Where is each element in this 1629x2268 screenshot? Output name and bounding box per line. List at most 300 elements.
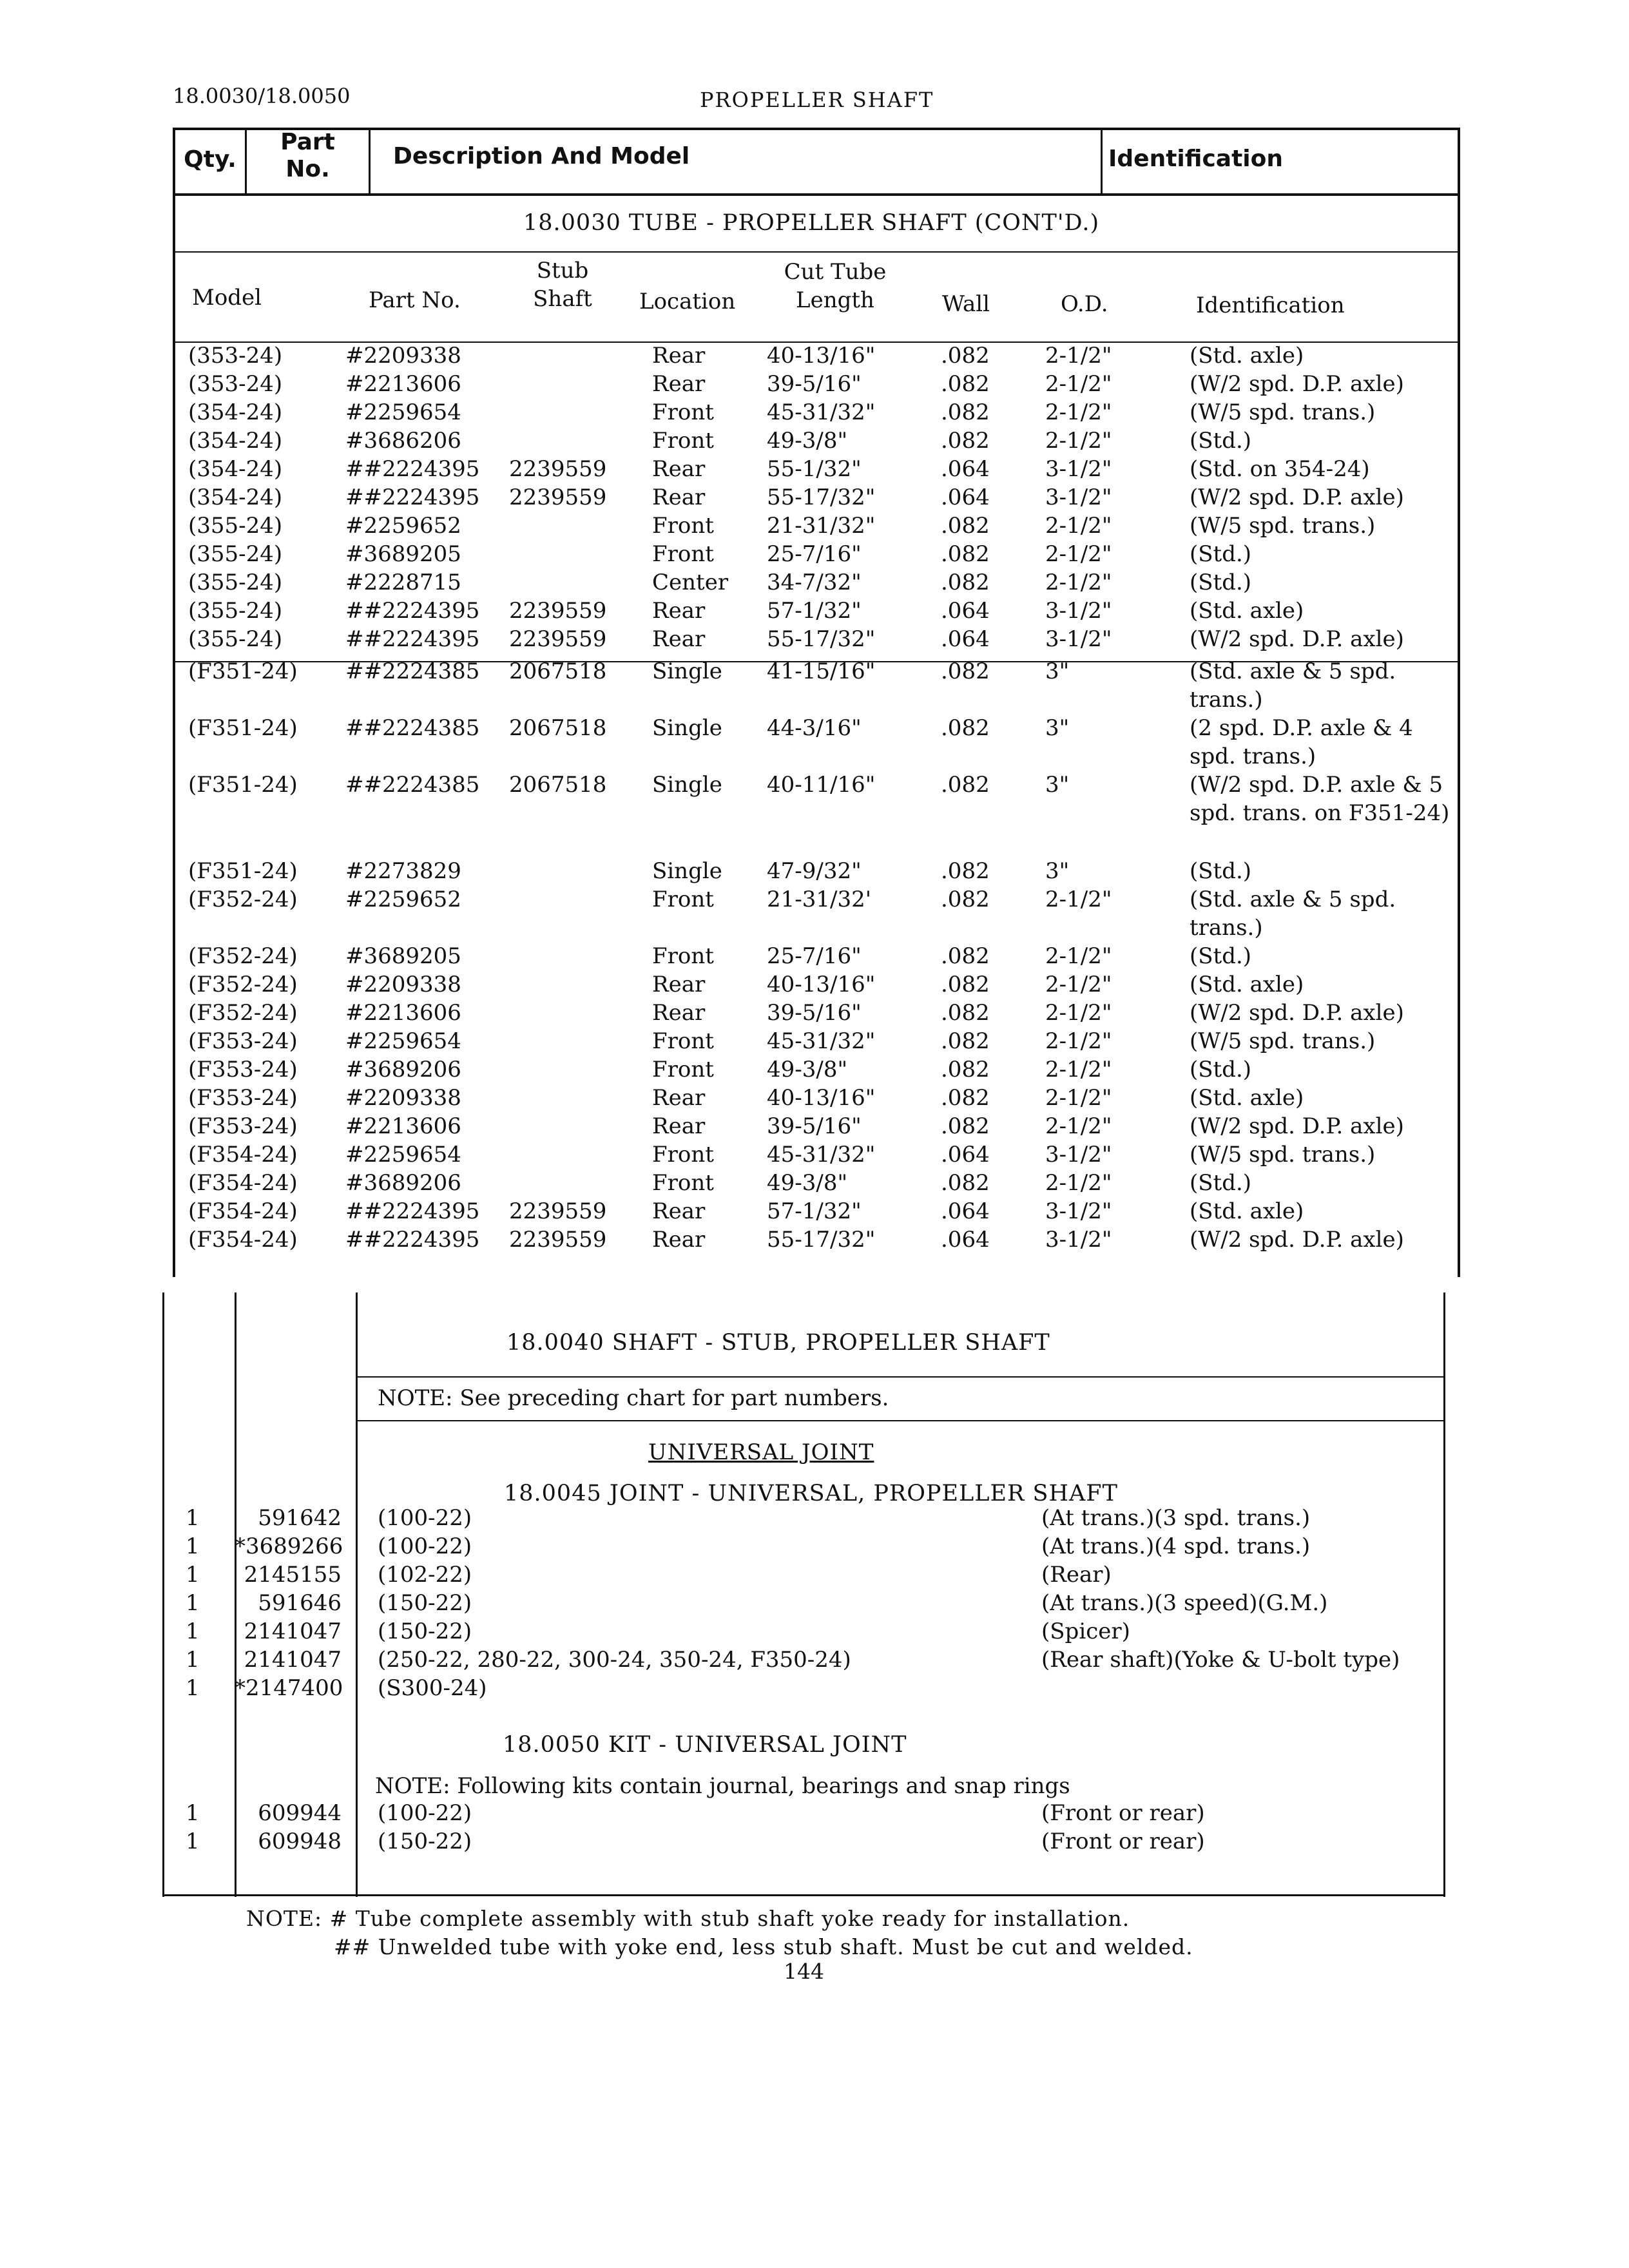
tube-row xyxy=(0,483,1629,512)
tube-row xyxy=(0,625,1629,653)
stub-shaft-cell: 2239559 xyxy=(509,485,607,510)
model-cell: (150-22) xyxy=(378,1619,472,1644)
location-cell: Single xyxy=(652,858,722,884)
part-no-cell: 2141047 xyxy=(244,1647,342,1673)
tube-row xyxy=(0,1225,1629,1254)
identification-cell: (W/5 spd. trans.) xyxy=(1190,1142,1376,1168)
wall-cell: .082 xyxy=(941,658,990,684)
stub-title-rule xyxy=(356,1376,1445,1378)
stub-section-title: 18.0040 SHAFT - STUB, PROPELLER SHAFT xyxy=(506,1330,1050,1356)
od-cell: 2-1/2" xyxy=(1045,570,1112,595)
tube-row xyxy=(0,1084,1629,1112)
part-no-cell: #2228715 xyxy=(345,570,461,595)
identification-cell: (W/2 spd. D.P. axle) xyxy=(1190,626,1404,652)
page-number: 144 xyxy=(784,1959,824,1984)
od-cell: 2-1/2" xyxy=(1045,399,1112,425)
cut-length-cell: 40-13/16" xyxy=(767,343,876,369)
part-no-cell: #2213606 xyxy=(345,1000,461,1026)
location-cell: Rear xyxy=(652,1000,706,1026)
location-cell: Front xyxy=(652,1170,714,1196)
wall-cell: .064 xyxy=(941,598,990,624)
joint-row xyxy=(0,1674,1629,1702)
part-no-cell: 591642 xyxy=(258,1505,342,1531)
tube-row xyxy=(0,1027,1629,1055)
od-header: O.D. xyxy=(1061,291,1108,317)
part-no-cell: #2259652 xyxy=(345,513,461,539)
joint-row xyxy=(0,1589,1629,1617)
part-no-cell: #3686206 xyxy=(345,428,461,454)
part-no-cell: ##2224395 xyxy=(345,485,480,510)
tube-row xyxy=(0,771,1629,826)
od-cell: 3" xyxy=(1045,658,1070,684)
tube-row xyxy=(0,942,1629,970)
wall-cell: .082 xyxy=(941,1057,990,1082)
wall-cell: .064 xyxy=(941,1142,990,1168)
location-cell: Rear xyxy=(652,1085,706,1111)
location-header: Location xyxy=(639,289,736,314)
cut-length-cell: 39-5/16" xyxy=(767,1113,862,1139)
tube-row xyxy=(0,512,1629,540)
cut-length-cell: 40-13/16" xyxy=(767,1085,876,1111)
kit-row xyxy=(0,1827,1629,1856)
wall-header: Wall xyxy=(942,291,990,317)
cut-length-cell: 45-31/32" xyxy=(767,1028,876,1054)
wall-cell: .082 xyxy=(941,541,990,567)
od-cell: 3" xyxy=(1045,772,1070,798)
cut-length-cell: 57-1/32" xyxy=(767,1198,862,1224)
joint-section-title: 18.0045 JOINT - UNIVERSAL, PROPELLER SHAFT xyxy=(504,1481,1118,1506)
wall-cell: .064 xyxy=(941,456,990,482)
identification-cell: (Std.) xyxy=(1190,1170,1252,1196)
cut-length-cell: 25-7/16" xyxy=(767,943,862,969)
model-cell: (F354-24) xyxy=(188,1227,298,1253)
part-no-cell: #2209338 xyxy=(345,972,461,997)
part-no-cell: ##2224385 xyxy=(345,715,480,741)
cut-length-cell: 41-15/16" xyxy=(767,658,876,684)
wall-cell: .082 xyxy=(941,1028,990,1054)
identification-cell: (Std.) xyxy=(1190,541,1252,567)
tube-row xyxy=(0,370,1629,398)
od-cell: 2-1/2" xyxy=(1045,513,1112,539)
part-no-cell: #2213606 xyxy=(345,371,461,397)
stub-shaft-cell: 2239559 xyxy=(509,626,607,652)
part-no-cell: 609948 xyxy=(258,1829,342,1854)
part-no-cell: #2209338 xyxy=(345,1085,461,1111)
wall-cell: .082 xyxy=(941,1170,990,1196)
location-cell: Single xyxy=(652,715,722,741)
identification-cell: (Front or rear) xyxy=(1041,1800,1205,1826)
identification-header: Identification xyxy=(1196,293,1345,318)
location-cell: Single xyxy=(652,772,722,798)
model-cell: (354-24) xyxy=(188,456,283,482)
identification-cell: (At trans.)(3 speed)(G.M.) xyxy=(1041,1590,1328,1616)
model-header: Model xyxy=(192,285,262,311)
cut-length-cell: 39-5/16" xyxy=(767,1000,862,1026)
col-divider-desc xyxy=(1101,128,1103,196)
cut-length-cell: 21-31/32" xyxy=(767,513,876,539)
wall-cell: .082 xyxy=(941,772,990,798)
universal-joint-heading: UNIVERSAL JOINT xyxy=(648,1439,874,1465)
location-cell: Rear xyxy=(652,972,706,997)
wall-cell: .082 xyxy=(941,371,990,397)
model-cell: (250-22, 280-22, 300-24, 350-24, F350-24) xyxy=(378,1647,851,1673)
stub-shaft-cell: 2067518 xyxy=(509,658,607,684)
tube-row xyxy=(0,1055,1629,1084)
location-cell: Front xyxy=(652,1057,714,1082)
part-no-cell: ##2224395 xyxy=(345,1198,480,1224)
cut-length-cell: 40-11/16" xyxy=(767,772,876,798)
cut-tube-length-header: Cut Tube Length xyxy=(784,259,887,313)
joint-row xyxy=(0,1532,1629,1561)
model-cell: (F352-24) xyxy=(188,943,298,969)
location-cell: Rear xyxy=(652,485,706,510)
cut-length-cell: 49-3/8" xyxy=(767,1057,848,1082)
part-no-cell: ##2224395 xyxy=(345,598,480,624)
part-no-cell: #2259654 xyxy=(345,1028,461,1054)
model-cell: (F354-24) xyxy=(188,1198,298,1224)
location-cell: Rear xyxy=(652,1113,706,1139)
identification-cell: (At trans.)(3 spd. trans.) xyxy=(1041,1505,1311,1531)
wall-cell: .064 xyxy=(941,1227,990,1253)
wall-cell: .064 xyxy=(941,626,990,652)
cut-length-cell: 55-17/32" xyxy=(767,626,876,652)
od-cell: 2-1/2" xyxy=(1045,1170,1112,1196)
part-no-cell: ##2224395 xyxy=(345,1227,480,1253)
od-cell: 3-1/2" xyxy=(1045,1142,1112,1168)
od-cell: 3-1/2" xyxy=(1045,485,1112,510)
stub-shaft-cell: 2239559 xyxy=(509,598,607,624)
model-cell: (F353-24) xyxy=(188,1057,298,1082)
tube-row xyxy=(0,1112,1629,1140)
model-cell: (100-22) xyxy=(378,1533,472,1559)
model-cell: (F352-24) xyxy=(188,887,298,912)
model-cell: (F351-24) xyxy=(188,858,298,884)
qty-cell: 1 xyxy=(186,1533,200,1559)
identification-cell: (Front or rear) xyxy=(1041,1829,1205,1854)
model-cell: (355-24) xyxy=(188,570,283,595)
tube-row xyxy=(0,568,1629,597)
tube-row xyxy=(0,857,1629,885)
part-no-cell: #2209338 xyxy=(345,343,461,369)
identification-cell: (Std. axle & 5 spd. trans.) xyxy=(1190,887,1396,941)
part-no-cell: *2147400 xyxy=(235,1675,343,1701)
identification-cell: (Std. axle) xyxy=(1190,343,1304,369)
kit-section-title: 18.0050 KIT - UNIVERSAL JOINT xyxy=(503,1732,907,1758)
stub-shaft-cell: 2067518 xyxy=(509,715,607,741)
identification-cell: (Std. axle) xyxy=(1190,972,1304,997)
part-no-cell: ##2224385 xyxy=(345,658,480,684)
wall-cell: .082 xyxy=(941,715,990,741)
stub-shaft-cell: 2239559 xyxy=(509,1227,607,1253)
identification-cell: (Std.) xyxy=(1190,1057,1252,1082)
model-cell: (354-24) xyxy=(188,428,283,454)
identification-cell: (Std.) xyxy=(1190,428,1252,454)
cut-length-cell: 25-7/16" xyxy=(767,541,862,567)
qty-column-header: Qty. xyxy=(184,146,236,173)
od-cell: 2-1/2" xyxy=(1045,541,1112,567)
model-cell: (F351-24) xyxy=(188,772,298,798)
part-no-cell: #2273829 xyxy=(345,858,461,884)
model-cell: (355-24) xyxy=(188,626,283,652)
col-divider-part xyxy=(369,128,371,196)
page-title: PROPELLER SHAFT xyxy=(700,88,934,112)
tube-row xyxy=(0,657,1629,713)
od-cell: 2-1/2" xyxy=(1045,1113,1112,1139)
identification-cell: (W/5 spd. trans.) xyxy=(1190,513,1376,539)
tube-title-rule xyxy=(175,251,1458,253)
part-no-cell: #2259654 xyxy=(345,1142,461,1168)
cut-length-cell: 49-3/8" xyxy=(767,428,848,454)
part-no-cell: #2259654 xyxy=(345,399,461,425)
stub-shaft-cell: 2067518 xyxy=(509,772,607,798)
identification-column-header: Identification xyxy=(1108,146,1283,172)
qty-cell: 1 xyxy=(186,1675,200,1701)
model-cell: (355-24) xyxy=(188,598,283,624)
identification-cell: (Std.) xyxy=(1190,943,1252,969)
model-cell: (F353-24) xyxy=(188,1113,298,1139)
location-cell: Front xyxy=(652,1028,714,1054)
joint-row xyxy=(0,1617,1629,1646)
joint-row xyxy=(0,1646,1629,1674)
cut-length-cell: 40-13/16" xyxy=(767,972,876,997)
part-no-cell: 591646 xyxy=(258,1590,342,1616)
model-cell: (354-24) xyxy=(188,485,283,510)
tube-row xyxy=(0,597,1629,625)
identification-cell: (At trans.)(4 spd. trans.) xyxy=(1041,1533,1311,1559)
model-cell: (F352-24) xyxy=(188,972,298,997)
cut-length-cell: 55-1/32" xyxy=(767,456,862,482)
tube-row xyxy=(0,427,1629,455)
header-bottom-rule xyxy=(173,193,1460,196)
location-cell: Rear xyxy=(652,456,706,482)
model-cell: (354-24) xyxy=(188,399,283,425)
description-column-header: Description And Model xyxy=(393,143,690,169)
model-cell: (353-24) xyxy=(188,343,283,369)
part-no-column-header: Part No. xyxy=(280,129,335,182)
wall-cell: .082 xyxy=(941,399,990,425)
part-no-cell: 609944 xyxy=(258,1800,342,1826)
lower-frame-bottom xyxy=(162,1894,1445,1896)
model-cell: (353-24) xyxy=(188,371,283,397)
model-cell: (F353-24) xyxy=(188,1028,298,1054)
cut-length-cell: 44-3/16" xyxy=(767,715,862,741)
stub-shaft-header: Stub Shaft xyxy=(533,258,592,312)
location-cell: Front xyxy=(652,399,714,425)
wall-cell: .082 xyxy=(941,1113,990,1139)
cut-length-cell: 57-1/32" xyxy=(767,598,862,624)
model-cell: (150-22) xyxy=(378,1829,472,1854)
identification-cell: (Std. axle) xyxy=(1190,598,1304,624)
qty-cell: 1 xyxy=(186,1505,200,1531)
joint-row xyxy=(0,1561,1629,1589)
cut-length-cell: 47-9/32" xyxy=(767,858,862,884)
part-no-cell: #3689206 xyxy=(345,1170,461,1196)
identification-cell: (Std. axle) xyxy=(1190,1198,1304,1224)
identification-cell: (W/2 spd. D.P. axle) xyxy=(1190,1000,1404,1026)
tube-row xyxy=(0,398,1629,427)
cut-length-cell: 21-31/32' xyxy=(767,887,872,912)
identification-cell: (W/2 spd. D.P. axle) xyxy=(1190,1113,1404,1139)
tube-row xyxy=(0,970,1629,999)
footnote-double-hash: ## Unwelded tube with yoke end, less stub shaft. Must be cut and welded. xyxy=(334,1934,1193,1959)
qty-cell: 1 xyxy=(186,1800,200,1826)
stub-shaft-cell: 2239559 xyxy=(509,456,607,482)
location-cell: Rear xyxy=(652,343,706,369)
od-cell: 3-1/2" xyxy=(1045,1227,1112,1253)
identification-cell: (Std. axle) xyxy=(1190,1085,1304,1111)
wall-cell: .064 xyxy=(941,485,990,510)
stub-note-rule xyxy=(356,1420,1445,1421)
tube-row xyxy=(0,1169,1629,1197)
od-cell: 2-1/2" xyxy=(1045,972,1112,997)
identification-cell: (Std.) xyxy=(1190,570,1252,595)
wall-cell: .082 xyxy=(941,858,990,884)
od-cell: 2-1/2" xyxy=(1045,943,1112,969)
part-no-cell: ##2224385 xyxy=(345,772,480,798)
model-cell: (100-22) xyxy=(378,1800,472,1826)
location-cell: Rear xyxy=(652,371,706,397)
model-cell: (F351-24) xyxy=(188,658,298,684)
od-cell: 3" xyxy=(1045,715,1070,741)
model-cell: (F351-24) xyxy=(188,715,298,741)
identification-cell: (2 spd. D.P. axle & 4 spd. trans.) xyxy=(1190,715,1413,769)
od-cell: 2-1/2" xyxy=(1045,1000,1112,1026)
cut-length-cell: 34-7/32" xyxy=(767,570,862,595)
tube-row xyxy=(0,455,1629,483)
kit-row xyxy=(0,1799,1629,1827)
od-cell: 2-1/2" xyxy=(1045,343,1112,369)
identification-cell: (Std. axle & 5 spd. trans.) xyxy=(1190,658,1396,713)
model-cell: (F354-24) xyxy=(188,1170,298,1196)
location-cell: Front xyxy=(652,1142,714,1168)
model-cell: (150-22) xyxy=(378,1590,472,1616)
wall-cell: .082 xyxy=(941,887,990,912)
tube-row xyxy=(0,1197,1629,1225)
tube-row xyxy=(0,999,1629,1027)
model-cell: (F353-24) xyxy=(188,1085,298,1111)
identification-cell: (W/2 spd. D.P. axle) xyxy=(1190,485,1404,510)
cut-length-cell: 45-31/32" xyxy=(767,1142,876,1168)
od-cell: 3" xyxy=(1045,858,1070,884)
wall-cell: .082 xyxy=(941,1085,990,1111)
identification-cell: (Rear) xyxy=(1041,1562,1112,1588)
joint-row xyxy=(0,1504,1629,1532)
cut-length-cell: 49-3/8" xyxy=(767,1170,848,1196)
location-cell: Front xyxy=(652,887,714,912)
od-cell: 3-1/2" xyxy=(1045,598,1112,624)
location-cell: Front xyxy=(652,428,714,454)
part-no-cell: #3689205 xyxy=(345,943,461,969)
part-no-cell: *3689266 xyxy=(235,1533,343,1559)
od-cell: 3-1/2" xyxy=(1045,626,1112,652)
part-no-cell: ##2224395 xyxy=(345,626,480,652)
model-cell: (102-22) xyxy=(378,1562,472,1588)
model-cell: (F352-24) xyxy=(188,1000,298,1026)
part-no-cell: #3689205 xyxy=(345,541,461,567)
od-cell: 2-1/2" xyxy=(1045,1028,1112,1054)
wall-cell: .082 xyxy=(941,513,990,539)
part-no-cell: 2145155 xyxy=(244,1562,342,1588)
part-no-cell: 2141047 xyxy=(244,1619,342,1644)
wall-cell: .082 xyxy=(941,343,990,369)
wall-cell: .082 xyxy=(941,428,990,454)
identification-cell: (W/2 spd. D.P. axle) xyxy=(1190,1227,1404,1253)
model-cell: (S300-24) xyxy=(378,1675,487,1701)
location-cell: Rear xyxy=(652,1227,706,1253)
cut-length-cell: 39-5/16" xyxy=(767,371,862,397)
cut-length-cell: 55-17/32" xyxy=(767,485,876,510)
model-cell: (355-24) xyxy=(188,541,283,567)
identification-cell: (Rear shaft)(Yoke & U-bolt type) xyxy=(1041,1647,1400,1673)
qty-cell: 1 xyxy=(186,1647,200,1673)
part-no-cell: #3689206 xyxy=(345,1057,461,1082)
od-cell: 3-1/2" xyxy=(1045,456,1112,482)
od-cell: 2-1/2" xyxy=(1045,1085,1112,1111)
location-cell: Rear xyxy=(652,626,706,652)
model-cell: (100-22) xyxy=(378,1505,472,1531)
tube-row xyxy=(0,1140,1629,1169)
part-no-cell: #2213606 xyxy=(345,1113,461,1139)
cut-length-cell: 55-17/32" xyxy=(767,1227,876,1253)
stub-shaft-cell: 2239559 xyxy=(509,1198,607,1224)
section-reference: 18.0030/18.0050 xyxy=(173,84,351,108)
identification-cell: (W/2 spd. D.P. axle & 5 spd. trans. on F351-24) xyxy=(1190,772,1450,826)
wall-cell: .064 xyxy=(941,1198,990,1224)
location-cell: Center xyxy=(652,570,729,595)
part-no-cell: ##2224395 xyxy=(345,456,480,482)
qty-cell: 1 xyxy=(186,1829,200,1854)
identification-cell: (Std. on 354-24) xyxy=(1190,456,1370,482)
location-cell: Rear xyxy=(652,598,706,624)
qty-cell: 1 xyxy=(186,1562,200,1588)
od-cell: 2-1/2" xyxy=(1045,1057,1112,1082)
tube-row xyxy=(0,714,1629,769)
stub-section-note: NOTE: See preceding chart for part numbers. xyxy=(378,1385,889,1411)
od-cell: 2-1/2" xyxy=(1045,887,1112,912)
wall-cell: .082 xyxy=(941,972,990,997)
wall-cell: .082 xyxy=(941,943,990,969)
identification-cell: (W/2 spd. D.P. axle) xyxy=(1190,371,1404,397)
identification-cell: (Std.) xyxy=(1190,858,1252,884)
model-cell: (F354-24) xyxy=(188,1142,298,1168)
tube-row xyxy=(0,341,1629,370)
qty-cell: 1 xyxy=(186,1619,200,1644)
identification-cell: (Spicer) xyxy=(1041,1619,1130,1644)
part-no-header: Part No. xyxy=(369,287,461,313)
od-cell: 2-1/2" xyxy=(1045,371,1112,397)
footnote-single-hash: NOTE: # Tube complete assembly with stub shaft yoke ready for installation. xyxy=(246,1906,1130,1931)
od-cell: 3-1/2" xyxy=(1045,1198,1112,1224)
wall-cell: .082 xyxy=(941,1000,990,1026)
od-cell: 2-1/2" xyxy=(1045,428,1112,454)
identification-cell: (W/5 spd. trans.) xyxy=(1190,399,1376,425)
location-cell: Single xyxy=(652,658,722,684)
wall-cell: .082 xyxy=(941,570,990,595)
location-cell: Front xyxy=(652,541,714,567)
kit-note: NOTE: Following kits contain journal, bearings and snap rings xyxy=(375,1773,1070,1799)
location-cell: Rear xyxy=(652,1198,706,1224)
qty-cell: 1 xyxy=(186,1590,200,1616)
location-cell: Front xyxy=(652,943,714,969)
cut-length-cell: 45-31/32" xyxy=(767,399,876,425)
part-no-cell: #2259652 xyxy=(345,887,461,912)
tube-row xyxy=(0,885,1629,941)
tube-section-title: 18.0030 TUBE - PROPELLER SHAFT (CONT'D.) xyxy=(523,210,1100,236)
tube-row xyxy=(0,540,1629,568)
location-cell: Front xyxy=(652,513,714,539)
model-cell: (355-24) xyxy=(188,513,283,539)
identification-cell: (W/5 spd. trans.) xyxy=(1190,1028,1376,1054)
